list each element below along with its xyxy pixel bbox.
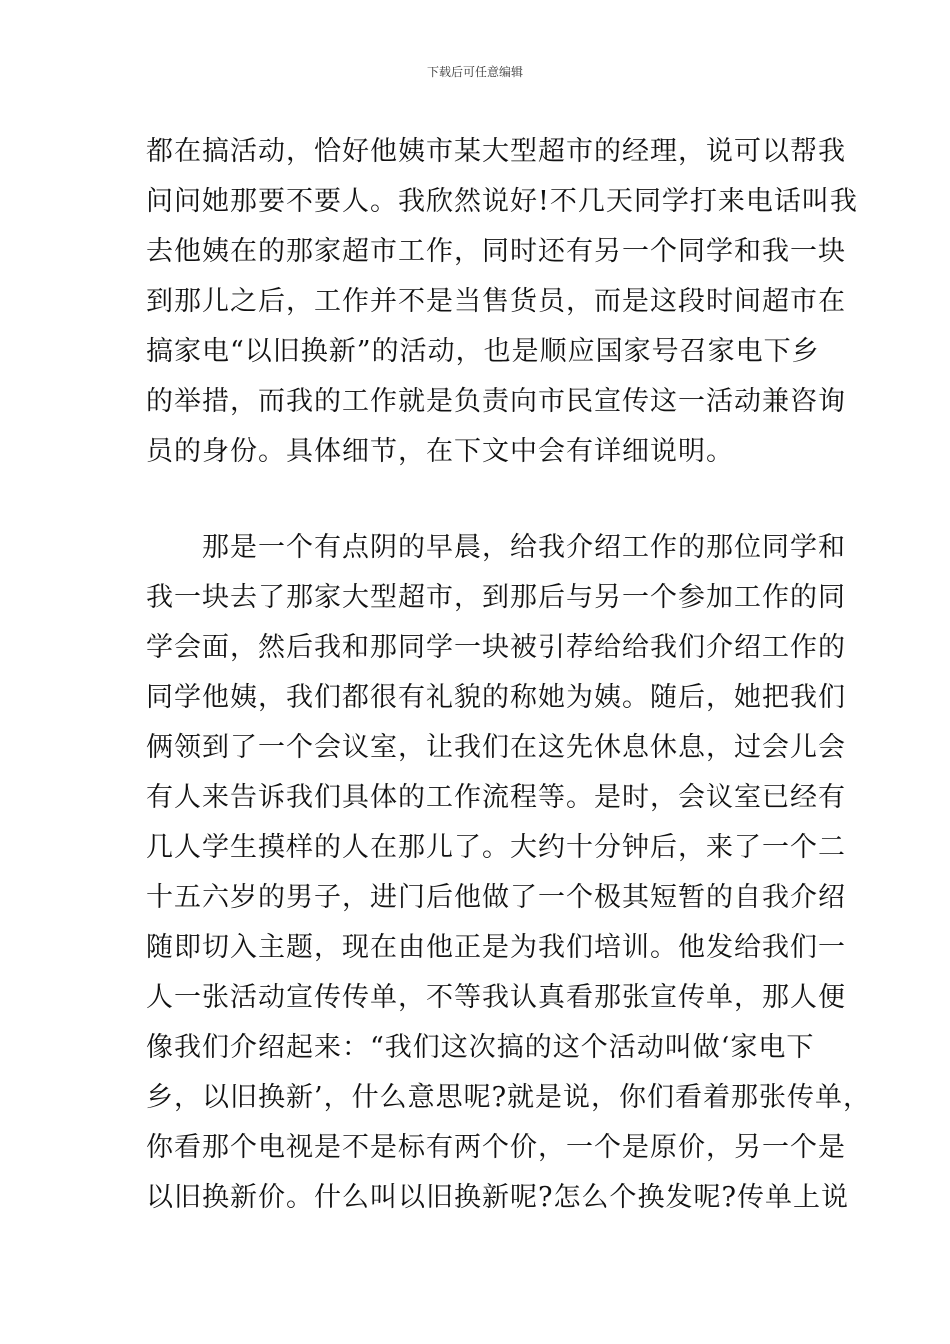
- text-line: 十五六岁的男子，进门后他做了一个极其短暂的自我介绍: [146, 882, 846, 913]
- text-line: 员的身份。具体细节，在下文中会有详细说明。: [146, 436, 734, 467]
- text-line: 俩领到了一个会议室，让我们在这先休息休息，过会儿会: [146, 732, 846, 763]
- text-line: 随即切入主题，现在由他正是为我们培训。他发给我们一: [146, 932, 846, 963]
- paragraph-1: [146, 127, 858, 477]
- text-line: 几人学生摸样的人在那儿了。大约十分钟后，来了一个二: [146, 832, 846, 863]
- text-line: 搞家电“以旧换新”的活动，也是顺应国家号召家电下乡: [146, 336, 820, 367]
- text-line: 去他姨在的那家超市工作，同时还有另一个同学和我一块: [146, 236, 846, 267]
- text-line: 以旧换新价。什么叫以旧换新呢?怎么个换发呢?传单上说: [146, 1182, 849, 1213]
- text-line: 人一张活动宣传传单，不等我认真看那张宣传单，那人便: [146, 982, 846, 1013]
- text-line: 我一块去了那家大型超市，到那后与另一个参加工作的同: [146, 582, 846, 613]
- text-line: 有人来告诉我们具体的工作流程等。是时，会议室已经有: [146, 782, 846, 813]
- text-line: 乡，以旧换新’，什么意思呢?就是说，你们看着那张传单，: [146, 1082, 872, 1113]
- text-line: [146, 1223, 806, 1273]
- text-line: 那是一个有点阴的早晨，给我介绍工作的那位同学和: [146, 532, 846, 563]
- text-line: 同学他姨，我们都很有礼貌的称她为姨。随后，她把我们: [146, 682, 846, 713]
- text-line: 的举措，而我的工作就是负责向市民宣传这一活动兼咨询: [146, 386, 846, 417]
- paragraph-2: [146, 523, 872, 1273]
- text-line: 到那儿之后，工作并不是当售货员，而是这段时间超市在: [146, 286, 846, 317]
- page-header: 下载后可任意编辑: [426, 65, 523, 79]
- text-line: 都在搞活动，恰好他姨市某大型超市的经理，说可以帮我: [146, 136, 846, 167]
- text-line: 你看那个电视是不是标有两个价，一个是原价，另一个是: [146, 1132, 846, 1163]
- text-line: 学会面，然后我和那同学一块被引荐给给我们介绍工作的: [146, 632, 846, 663]
- text-line: 像我们介绍起来：“我们这次搞的这个活动叫做‘家电下: [146, 1032, 815, 1063]
- text-line: 问问她那要不要人。我欣然说好!不几天同学打来电话叫我: [146, 186, 858, 217]
